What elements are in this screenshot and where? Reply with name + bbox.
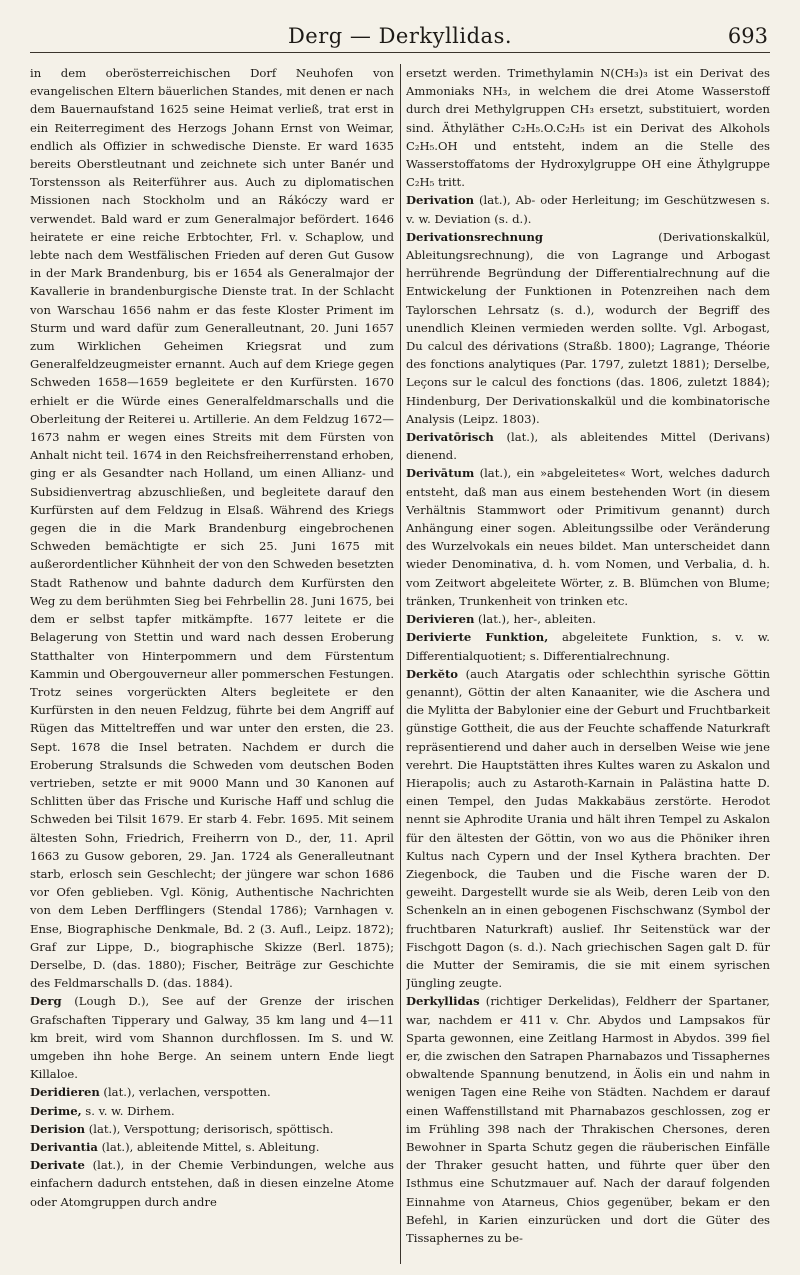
entry-headword: Derg	[30, 994, 62, 1009]
entry-paragraph	[406, 64, 770, 191]
entry-text: (richtiger Derkelidas), Feldherr der Spartaner, war, nachdem er 411 v. Chr. Abydos und Lampsakos für Sparta gewonnen, eine Zeitlang Harmost in Abydos. 399 fiel er, die zwischen den Satrapen Pharnabazos und Tissaphernes obwaltende Spannung benutzend, in Äolis ein und nahm in wenigen Tagen eine Reihe von Städten. Nachdem er darauf einen Waffenstillstand mit Pharnabazos geschlossen, zog er im Frühling 398 nach der Thrakischen Chersones, deren Bewohner in Sparta Schutz gegen die räuberischen Einfälle der Thraker gesucht hatten, und führte quer über den Isthmus eine Schutzmauer auf. Nach der darauf folgenden Einnahme von Atarneus, Chios gegenüber, bekam er den Befehl, in Karien einzurücken und dort die Güter des Tissaphernes zu be-	[406, 994, 770, 1245]
entry-paragraph	[406, 191, 770, 227]
entry-headword: Derision	[30, 1121, 86, 1136]
entry-text: ersetzt werden. Trimethylamin N(CH₃)₃ ist ein Derivat des Ammoniaks NH₃, in welchem die drei Atome Wasserstoff durch drei Methylgruppen CH₃ ersetzt, substituiert, worden sind. Äthyläther C₂H₅.O.C₂H₅ ist ein Derivat des Alkohols C₂H₅.OH und entsteht, indem an die Stelle des Wasserstoffatoms der Hydroxylgruppe OH eine Äthylgruppe C₂H₅ tritt.	[406, 66, 770, 190]
entry-text: (lat.), ableitende Mittel, s. Ableitung.	[97, 1139, 320, 1154]
entry-headword: Derivationsrechnung	[406, 229, 544, 244]
entry-text: (lat.), Verspottung; derisorisch, spöttisch.	[85, 1121, 334, 1136]
entry-paragraph	[30, 1102, 394, 1120]
right-column	[406, 64, 770, 1264]
entry-text: (lat.), ein »abgeleitetes« Wort, welches dadurch entsteht, daß man aus einem bestehenden Wort (in diesem Verhältnis Stammwort oder Primitivum genannt) durch Anhängung einer sogen. Ableitungssilbe oder Veränderung des Wurzelvokals ein neues bildet. Man unterscheidet dann wieder Denominativa, d. h. vom Nomen, und Verbalia, d. h. vom Zeitwort abgeleitete Wörter, z. B. Blümchen von Blume; tränken, Trunkenheit von trinken etc.	[406, 466, 770, 608]
entry-text: (lat.), in der Chemie Verbindungen, welche aus einfachern dadurch entstehen, daß in diesen einzelne Atome oder Atomgruppen durch andre	[30, 1158, 394, 1209]
text-columns	[30, 64, 770, 1264]
entry-paragraph	[30, 64, 394, 992]
entry-paragraph	[406, 428, 770, 464]
entry-headword: Derivierte Funktion,	[406, 630, 549, 645]
page-number: 693	[727, 24, 768, 48]
entry-headword: Derivantia	[30, 1139, 98, 1154]
entry-headword: Derkĕto	[406, 666, 459, 681]
entry-text: abgeleitete Funktion, s. v. w. Differentialquotient; s. Differentialrechnung.	[406, 630, 770, 663]
running-title: Derg — Derkyllidas.	[287, 24, 513, 48]
entry-paragraph	[30, 1138, 394, 1156]
entry-paragraph	[406, 610, 770, 628]
column-divider	[400, 64, 401, 1264]
entry-paragraph	[30, 1156, 394, 1211]
entry-headword: Derkyllidas	[406, 994, 480, 1009]
entry-text: (lat.), als ableitendes Mittel (Derivans) dienend.	[406, 430, 770, 463]
entry-paragraph	[406, 228, 770, 428]
entry-text: (Lough D.), See auf der Grenze der irischen Grafschaften Tipperary und Galway, 35 km lang und 4—11 km breit, wird vom Shannon durchflossen. Im S. und W. umgeben ihn hohe Berge. An seinem untern Ende liegt Killaloe.	[30, 994, 394, 1082]
entry-headword: Derivieren	[406, 612, 475, 627]
entry-paragraph	[30, 1120, 394, 1138]
entry-paragraph	[30, 992, 394, 1083]
entry-text: in dem oberösterreichischen Dorf Neuhofen von evangelischen Eltern bäuerlichen Standes, mit denen er nach dem Bauernaufstand 1625 seine Heimat verließ, trat erst in ein Reiterregiment des Herzogs Johann Ernst von Weimar, endlich als Offizier in schwedische Dienste. Er ward 1635 bereits Oberstleutnant und zeichnete sich unter Banér und Torstensson als Reiterführer aus. Auch zu diplomatischen Missionen nach Stockholm und an Rákóczy ward er verwendet. Bald ward er zum Generalmajor befördert. 1646 heiratete er eine reiche Erbtochter, Frl. v. Schaplow, und lebte nach dem Westfälischen Frieden auf deren Gut Gusow in der Mark Brandenburg, bis er 1654 als Generalmajor der Kavallerie in brandenburgische Dienste trat. In der Schlacht von Warschau 1656 nahm er das feste Kloster Priment im Sturm und ward dafür zum Generalleutnant, 20. Juni 1657 zum Wirklichen Geheimen Kriegsrat und zum Generalfeldzeugmeister ernannt. Auch auf dem Kriege gegen Schweden 1658—1659 begleitete er den Kurfürsten. 1670 erhielt er die Würde eines Generalfeldmarschalls und die Oberleitung der Reiterei u. Artillerie. An dem Feldzug 1672—1673 nahm er wegen eines Streits mit dem Fürsten von Anhalt nicht teil. 1674 in den Reichsfreiherrenstand erhoben, ging er als Gesandter nach Holland, um einen Allianz- und Subsidienvertrag abzuschließen, und begleitete darauf den Kurfürsten auf dem Feldzug in Elsaß. Während des Kriegs gegen die in die Mark Brandenburg eingebrochenen Schweden bemächtigte er sich 25. Juni 1675 mit außerordentlicher Kühnheit der von den Schweden besetzten Stadt Rathenow und bahnte dadurch dem Kurfürsten den Weg zu dem berühmten Sieg bei Fehrbellin 28. Juni 1675, bei dem er selbst tapfer mitkämpfte. 1677 leitete er die Belagerung von Stettin und ward nach dessen Eroberung Statthalter von Hinterpommern und dem Fürstentum Kammin und Obergouverneur aller pommerschen Festungen. Trotz seines vorgerückten Alters begleitete er den Kurfürsten in den neuen Feldzug, führte bei dem Angriff auf Rügen das Mitteltreffen und war unter den ersten, die 23. Sept. 1678 die Insel betraten. Nachdem er durch die Eroberung Stralsunds die Schweden vom deutschen Boden vertrieben, setzte er mit 9000 Mann und 30 Kanonen auf Schlitten über das Frische und Kurische Haff und schlug die Schweden bei Tilsit 1679. Er starb 4. Febr. 1695. Mit seinem ältesten Sohn, Friedrich, Freiherrn von D., der, 11. April 1663 zu Gusow geboren, 29. Jan. 1724 als Generalleutnant starb, erlosch sein Geschlecht; der jüngere war schon 1686 vor Ofen geblieben. Vgl. König, Authentische Nachrichten von dem Leben Derfflingers (Stendal 1786); Varnhagen v. Ense, Biographische Denkmale, Bd. 2 (3. Aufl., Leipz. 1872); Graf zur Lippe, D., biographische Skizze (Berl. 1875); Derselbe, D. (das. 1880); Fischer, Beiträge zur Geschichte des Feldmarschalls D. (das. 1884).	[30, 66, 394, 991]
entry-text: (Derivationskalkül, Ableitungsrechnung), die von Lagrange und Arbogast herrührende Begründung der Differentialrechnung auf die Entwickelung der Funktionen in Potenzreihen nach dem Taylorschen Lehrsatz (s. d.), wodurch der Begriff des unendlich Kleinen vermieden werden sollte. Vgl. Arbogast, Du calcul des dérivations (Straßb. 1800); Lagrange, Théorie des fonctions analytiques (Par. 1797, zuletzt 1881); Derselbe, Leçons sur le calcul des fonctions (das. 1806, zuletzt 1884); Hindenburg, Der Derivationskalkül und die kombinatorische Analysis (Leipz. 1803).	[406, 229, 770, 426]
entry-headword: Deridieren	[30, 1085, 100, 1100]
left-column	[30, 64, 394, 1264]
entry-text: (auch Atargatis oder schlechthin syrische Göttin genannt), Göttin der alten Kanaaniter, wie die Aschera und die Mylitta der Babylonier eine der Geburt und Fruchtbarkeit günstige Gottheit, die aus der Feuchte schaffende Naturkraft repräsentierend und daher auch in derselben Weise wie jene verehrt. Die Hauptstätten ihres Kultes waren zu Askalon und Hierapolis; auch zu Astaroth-Karnain in Palästina hatte D. einen Tempel, den Judas Makkabäus zerstörte. Herodot nennt sie Aphrodite Urania und hält ihren Tempel zu Askalon für den ältesten der Göttin, von wo aus die Phöniker ihren Kultus nach Cypern und der Insel Kythera brachten. Der Ziegenbock, die Tauben und die Fische waren der D. geweiht. Dargestellt wurde sie als Weib, deren Leib von den Schenkeln an in einen gebogenen Fischschwanz (Symbol der fruchtbaren Naturkraft) auslief. Ihr Seitenstück war der Fischgott Dagon (s. d.). Nach griechischen Sagen galt D. für die Mutter der Semiramis, die sie mit einem syrischen Jüngling zeugte.	[406, 666, 770, 991]
entry-paragraph	[406, 665, 770, 993]
entry-paragraph	[406, 628, 770, 664]
entry-paragraph	[406, 464, 770, 610]
entry-text: (lat.), her-, ableiten.	[474, 612, 596, 627]
entry-headword: Derivate	[30, 1158, 85, 1173]
entry-headword: Derivatōrisch	[406, 430, 494, 445]
entry-paragraph	[406, 992, 770, 1247]
entry-paragraph	[30, 1083, 394, 1101]
entry-text: (lat.), Ab- oder Herleitung; im Geschützwesen s. v. w. Deviation (s. d.).	[406, 193, 770, 226]
entry-headword: Derivation	[406, 193, 475, 208]
entry-text: (lat.), verlachen, verspotten.	[99, 1085, 271, 1100]
entry-headword: Derivātum	[406, 466, 475, 481]
page-header	[30, 22, 770, 53]
entry-text: s. v. w. Dirhem.	[81, 1103, 175, 1118]
entry-headword: Derime,	[30, 1103, 82, 1118]
